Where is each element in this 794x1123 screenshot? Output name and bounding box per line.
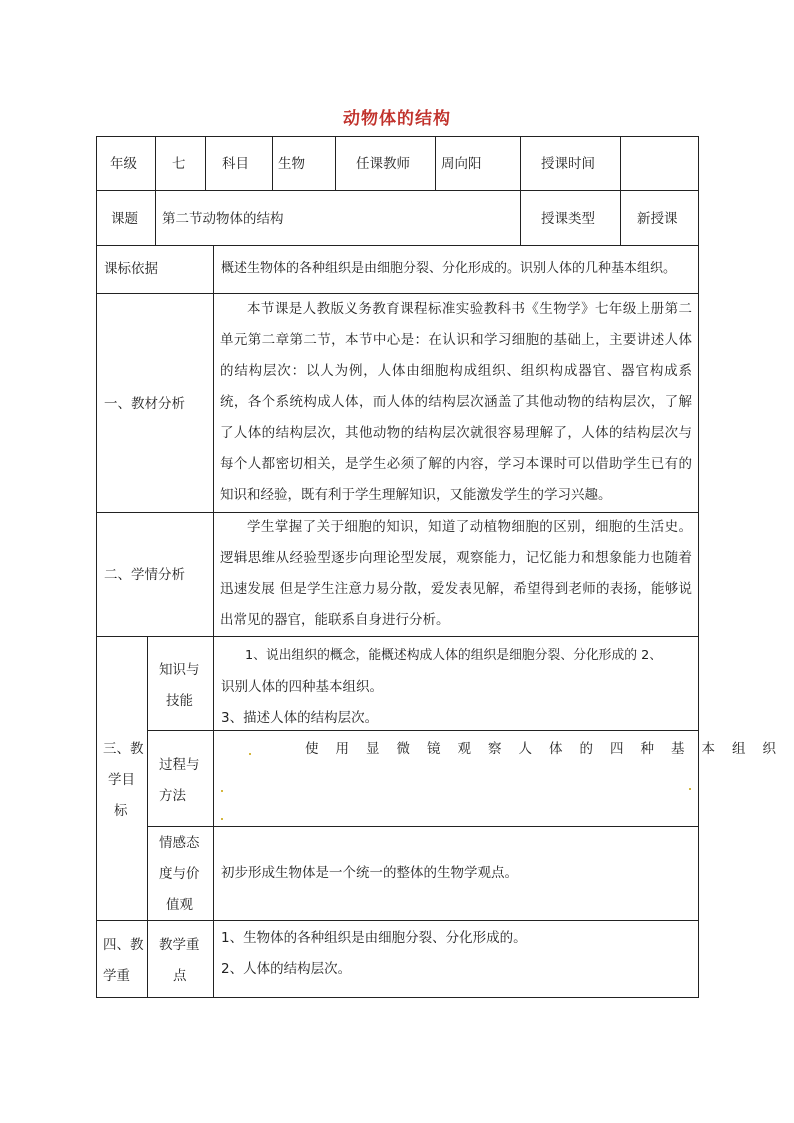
topic-label: 课题: [111, 211, 138, 227]
row-divider: [147, 826, 699, 827]
column-divider: [620, 136, 621, 245]
learner-analysis-label: 二、学情分析: [104, 567, 185, 583]
knowledge-label-line2: 技能: [166, 693, 193, 709]
process-text: 使用显微镜观察人体的四种基本组织: [305, 741, 793, 757]
process-label-line2: 方法: [159, 788, 186, 804]
process-label-line1: 过程与: [159, 757, 200, 773]
goals-label-line2: 学目: [108, 772, 135, 788]
grade-label: 年级: [110, 156, 137, 172]
time-label: 授课时间: [541, 156, 595, 172]
emotion-label-line1: 情感态: [159, 835, 200, 851]
goals-label-line3: 标: [114, 803, 128, 819]
column-divider: [213, 245, 214, 998]
standard-value: 概述生物体的各种组织是由细胞分裂、分化形成的。识别人体的几种基本组织。: [221, 261, 677, 276]
format-mark: [221, 818, 223, 820]
knowledge-line1: 1、说出组织的概念，能概述构成人体的组织是细胞分裂、分化形成的 2、: [245, 648, 663, 663]
row-divider: [147, 730, 699, 731]
knowledge-line3: 3、描述人体的结构层次。: [221, 710, 379, 726]
row-divider: [96, 245, 699, 246]
key-points-label-line2: 学重: [103, 968, 130, 984]
textbook-analysis-label: 一、教材分析: [104, 396, 185, 412]
emotion-text: 初步形成生物体是一个统一的整体的生物学观点。: [221, 865, 518, 881]
key-points-label-line1: 四、教: [103, 937, 144, 953]
teacher-value: 周向阳: [441, 156, 482, 172]
column-divider: [205, 136, 206, 190]
document-title: 动物体的结构: [343, 109, 451, 129]
key-points-sublabel-line2: 点: [173, 968, 187, 984]
row-divider: [96, 636, 699, 637]
standard-label: 课标依据: [104, 261, 158, 277]
emotion-label-line3: 值观: [166, 897, 193, 913]
column-divider: [435, 136, 436, 190]
key-points-sublabel-line1: 教学重: [159, 937, 200, 953]
format-mark: [249, 753, 251, 755]
textbook-analysis-text: 本节课是人教版义务教育课程标准实验教科书《生物学》七年级上册第二单元第二章第二节，本节中心是：在认识和学习细胞的基础上，主要讲述人体的结构层次：以人为例，人体由细胞构成组织、组织构成器官、器官构成系统，各个系统构成人体，而人体的结构层次涵盖了其他动物的结构层次，了解了人体的结构层次，其他动物的结构层次就很容易理解了，人体的结构层次与每个人都密切相关，是学生必须了解的内容，学习本课时可以借助学生已有的知识和经验，既有利于学生理解知识，又能激发学生的学习兴趣。: [220, 301, 692, 503]
learner-analysis-text: 学生掌握了关于细胞的知识，知道了动植物细胞的区别，细胞的生活史。逻辑思维从经验型逐步向理论型发展，观察能力，记忆能力和想象能力也随着迅速发展 但是学生注意力易分散，爱发表见解，希望得到老师的表扬，能够说出常见的器官，能联系自身进行分析。: [220, 519, 692, 628]
column-divider: [520, 136, 521, 245]
knowledge-label-line1: 知识与: [159, 662, 200, 678]
knowledge-line2: 识别人体的四种基本组织。: [221, 679, 383, 695]
teacher-label: 任课教师: [356, 156, 410, 172]
topic-value: 第二节动物体的结构: [162, 211, 284, 227]
row-divider: [96, 190, 699, 191]
key-point-2: 2、人体的结构层次。: [221, 961, 352, 977]
emotion-label-line2: 度与价: [159, 866, 200, 882]
grade-value: 七: [172, 156, 186, 172]
subject-value: 生物: [278, 156, 305, 172]
format-mark: [689, 788, 691, 790]
column-divider: [155, 136, 156, 245]
column-divider: [335, 136, 336, 190]
lesson-type-label: 授课类型: [541, 211, 595, 227]
key-point-1: 1、生物体的各种组织是由细胞分裂、分化形成的。: [221, 930, 527, 946]
row-divider: [96, 920, 699, 921]
goals-label-line1: 三、教: [103, 741, 144, 757]
column-divider: [147, 636, 148, 998]
format-mark: [221, 790, 223, 792]
column-divider: [272, 136, 273, 190]
lesson-type-value: 新授课: [637, 211, 678, 227]
subject-label: 科目: [222, 156, 249, 172]
